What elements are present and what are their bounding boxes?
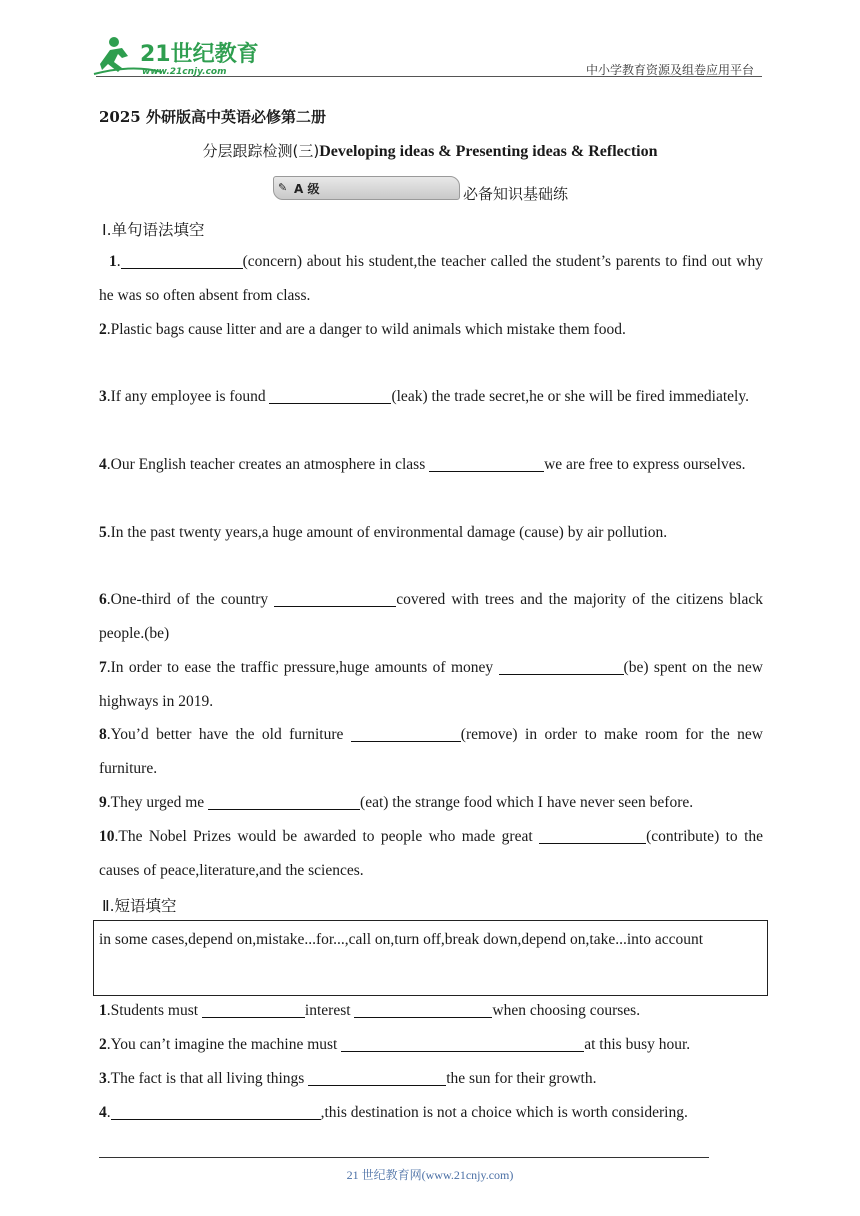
lesson-title-cn: 分层跟踪检测(三) xyxy=(202,142,320,160)
question-text: . xyxy=(116,253,121,270)
question-7 xyxy=(99,651,763,719)
question-text: .Plastic bags cause litter and are a danger to wild animals which mistake them food. xyxy=(106,321,626,338)
question-text: the sun for their growth. xyxy=(446,1070,597,1087)
question-6 xyxy=(99,583,763,651)
question-text: .In order to ease the traffic pressure,huge amounts of money xyxy=(106,659,499,676)
question-text: (concern) about his student,the teacher called the student’s parents to find out why he was so often absent from class. xyxy=(99,253,763,304)
question-5 xyxy=(99,516,763,550)
question-text: covered with trees and the majority of the citizens black people.(be) xyxy=(99,591,764,642)
question-number: 3 xyxy=(99,388,107,405)
question-number: 10 xyxy=(99,828,115,845)
pencil-icon: ✎ xyxy=(278,181,288,194)
question-2 xyxy=(99,313,763,347)
question-text: .In the past twenty years,a huge amount of environmental damage (cause) by air pollution. xyxy=(106,524,668,541)
question-text: (contribute) to the causes of peace,literature,and the sciences. xyxy=(99,828,764,879)
section2-title: Ⅱ.短语填空 xyxy=(102,897,177,915)
question-text: .They urged me xyxy=(106,794,209,811)
question-text: (remove) in order to make room for the new furniture. xyxy=(99,726,763,777)
level-badge-label: A 级 xyxy=(294,182,320,196)
question-text: (be) spent on the new highways in 2019. xyxy=(99,659,763,710)
question-text: (leak) the trade secret,he or she will be fired immediately. xyxy=(391,388,749,405)
answer-blank[interactable] xyxy=(499,658,624,675)
question-text: ,this destination is not a choice which is worth considering. xyxy=(320,1104,688,1121)
logo-text: 21世纪教育 xyxy=(140,42,259,67)
platform-name: 中小学教育资源及组卷应用平台 xyxy=(585,63,754,77)
phrase-question-2 xyxy=(99,1028,763,1062)
question-text: .The Nobel Prizes would be awarded to people who made great xyxy=(114,828,540,845)
question-text: at this busy hour. xyxy=(584,1036,691,1053)
question-text: . xyxy=(106,1104,111,1121)
question-3 xyxy=(99,380,763,414)
question-8 xyxy=(99,718,763,786)
question-text: we are free to express ourselves. xyxy=(544,456,746,473)
answer-blank[interactable] xyxy=(121,252,243,269)
question-number: 4 xyxy=(99,1104,107,1121)
question-number: 9 xyxy=(99,794,107,811)
question-text: interest xyxy=(304,1002,355,1019)
question-number: 5 xyxy=(99,524,107,541)
question-text: (eat) the strange food which I have never seen before. xyxy=(360,794,694,811)
phrase-bank: in some cases,depend on,mistake...for...,call on,turn off,break down,depend on,take...into account xyxy=(93,920,768,996)
lesson-title xyxy=(0,140,860,161)
answer-blank[interactable] xyxy=(208,793,360,810)
phrase-question-1 xyxy=(99,994,763,1028)
footer-link[interactable]: 21 世纪教育网(www.21cnjy.com) xyxy=(346,1168,514,1182)
phrase-question-4 xyxy=(99,1096,763,1130)
answer-blank[interactable] xyxy=(111,1103,321,1120)
answer-blank[interactable] xyxy=(202,1001,305,1018)
footer-divider xyxy=(99,1157,709,1158)
question-1 xyxy=(99,245,763,313)
answer-blank[interactable] xyxy=(429,455,544,472)
question-number: 7 xyxy=(99,659,107,676)
answer-blank[interactable] xyxy=(539,827,646,844)
question-text: when choosing courses. xyxy=(492,1002,641,1019)
logo-url: www.21cnjy.com xyxy=(142,67,227,77)
question-text: .Our English teacher creates an atmosphere in class xyxy=(106,456,430,473)
question-number: 4 xyxy=(99,456,107,473)
question-text: .If any employee is found xyxy=(106,388,270,405)
question-number: 3 xyxy=(99,1070,107,1087)
question-number: 8 xyxy=(99,726,107,743)
section1-title: Ⅰ.单句语法填空 xyxy=(102,221,205,239)
question-10 xyxy=(99,820,763,888)
question-number: 6 xyxy=(99,591,107,608)
question-9 xyxy=(99,786,763,820)
header-divider xyxy=(96,76,762,77)
site-logo[interactable] xyxy=(92,34,267,78)
book-title: 2025 外研版高中英语必修第二册 xyxy=(99,108,326,126)
question-text: .You’d better have the old furniture xyxy=(106,726,351,743)
question-number: 1 xyxy=(99,1002,107,1019)
question-text: .Students must xyxy=(106,1002,202,1019)
answer-blank[interactable] xyxy=(341,1035,584,1052)
answer-blank[interactable] xyxy=(354,1001,492,1018)
level-badge xyxy=(273,176,460,200)
answer-blank[interactable] xyxy=(274,590,396,607)
question-number: 2 xyxy=(99,321,107,338)
question-number: 2 xyxy=(99,1036,107,1053)
answer-blank[interactable] xyxy=(308,1069,446,1086)
lesson-title-en: Developing ideas & Presenting ideas & Reflection xyxy=(319,143,658,160)
question-number: 1 xyxy=(109,253,117,270)
question-text: .You can’t imagine the machine must xyxy=(106,1036,342,1053)
answer-blank[interactable] xyxy=(269,387,391,404)
question-text: .One-third of the country xyxy=(106,591,275,608)
phrase-question-3 xyxy=(99,1062,763,1096)
answer-blank[interactable] xyxy=(351,725,461,742)
question-4 xyxy=(99,448,763,482)
question-text: .The fact is that all living things xyxy=(106,1070,309,1087)
level-description: 必备知识基础练 xyxy=(463,185,569,203)
